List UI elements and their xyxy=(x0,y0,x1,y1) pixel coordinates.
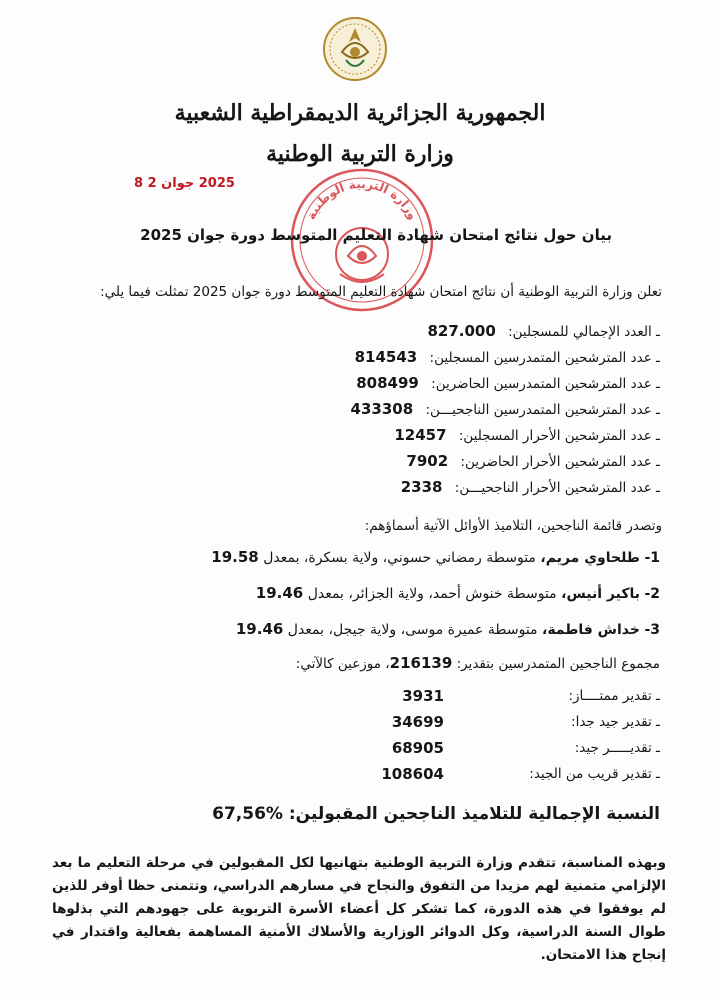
laureate-rank: 1- xyxy=(644,550,660,566)
laureate-row xyxy=(256,584,660,602)
stat-label: ـ عدد المترشحين المتمدرسين الناجحيـــن: xyxy=(425,402,660,418)
laureate-details: متوسطة عميرة موسى، ولاية جيجل، بمعدل xyxy=(287,622,538,638)
pass-rate xyxy=(212,804,660,824)
intro-paragraph: تعلن وزارة التربية الوطنية أن نتائج امتحان شهادة التعليم المتوسط دورة جوان 2025 تمثلت فيما يلي: xyxy=(100,284,662,300)
stat-row xyxy=(394,426,660,444)
stat-label: ـ عدد المترشحين الأحرار الناجحيـــن: xyxy=(454,480,660,496)
laureate-name: باكير أنيس، xyxy=(561,586,640,602)
stat-row xyxy=(356,374,660,392)
grade-value: 108604 xyxy=(381,765,444,783)
stat-value: 827.000 xyxy=(427,322,496,340)
summary-prefix: مجموع الناجحين المتمدرسين بتقدير: xyxy=(456,656,660,672)
stat-label: ـ عدد المترشحين المتمدرسين المسجلين: xyxy=(429,350,660,366)
summary-total: 216139 xyxy=(389,654,453,672)
laureate-average: 19.46 xyxy=(235,620,284,638)
summary-line xyxy=(296,654,660,672)
ministry-title: وزارة التربية الوطنية xyxy=(266,141,454,167)
stat-row xyxy=(406,452,660,470)
document-date: 2025 جوان 2 8 xyxy=(134,176,235,191)
grade-value: 34699 xyxy=(391,713,444,731)
stamp-text: وزارة التربية الوطنية xyxy=(303,176,421,222)
laureate-row xyxy=(211,548,660,566)
grade-value: 68905 xyxy=(391,739,444,757)
stat-label: ـ عدد المترشحين الأحرار الحاضرين: xyxy=(460,454,660,470)
state-emblem-icon xyxy=(322,14,388,86)
stat-label: ـ عدد المترشحين الأحرار المسجلين: xyxy=(458,428,660,444)
grade-label: ـ تقدير ممتــــاز: xyxy=(568,688,660,704)
pass-rate-value: %67,56 xyxy=(212,804,283,824)
laureate-details: متوسطة رمضاني حسوني، ولاية بسكرة، بمعدل xyxy=(263,550,536,566)
laureate-rank: 3- xyxy=(644,622,660,638)
stat-label: ـ عدد المترشحين المتمدرسين الحاضرين: xyxy=(431,376,660,392)
grade-label: ـ تقدير قريب من الجيد: xyxy=(529,766,660,782)
laureate-details: متوسطة خنوش أحمد، ولاية الجزائر، بمعدل xyxy=(307,586,557,602)
closing-paragraph: وبهذه المناسبة، تتقدم وزارة التربية الوطنية بتهانيها لكل المقبولين في مرحلة التعليم ما بعد الإلزامي متمنية لهم مزيدا من التفوق والنجاح في مسارهم الدراسي، وتتمنى حظا أوفر للذين لم يوفقوا في هذه الدورة، كما تشكر كل أعضاء الأسرة التربوية على جهودهم التي بذلوها طوال السنة الدراسية، وكل الدوائر الوزارية والأسلاك الأمنية المساهمة بفعالية واقتدار في إنجاح هذا الامتحان. xyxy=(52,855,666,963)
grade-label: ـ تقدير جيد جدا: xyxy=(571,714,660,730)
laureates-intro: وتصدر قائمة الناجحين، التلاميذ الأوائل الآتية أسماؤهم: xyxy=(364,518,662,534)
stat-row xyxy=(351,400,660,418)
statement-title: بيان حول نتائج امتحان شهادة التعليم المتوسط دورة جوان 2025 xyxy=(140,226,612,244)
stat-value: 433308 xyxy=(350,400,414,418)
grade-row xyxy=(330,688,660,712)
laureate-name: خداش فاطمة، xyxy=(542,622,640,638)
stat-row xyxy=(401,478,660,496)
laureate-row xyxy=(236,620,660,638)
stat-label: ـ العدد الإجمالي للمسجلين: xyxy=(508,324,660,340)
summary-suffix: ، موزعين كالآتي: xyxy=(295,656,390,672)
grade-row xyxy=(330,740,660,764)
laureate-rank: 2- xyxy=(644,586,660,602)
stat-row xyxy=(427,322,660,340)
grade-row xyxy=(330,714,660,738)
laureate-name: طلحاوي مريم، xyxy=(540,550,640,566)
republic-title: الجمهورية الجزائرية الديمقراطية الشعبية xyxy=(174,100,546,126)
laureate-average: 19.46 xyxy=(255,584,304,602)
laureate-average: 19.58 xyxy=(211,548,259,566)
stat-value: 814543 xyxy=(354,348,418,366)
stat-value: 2338 xyxy=(400,478,443,496)
grade-row xyxy=(330,766,660,790)
grade-label: ـ تقديـــــر جيد: xyxy=(574,740,660,756)
stat-value: 12457 xyxy=(394,426,447,444)
grade-value: 3931 xyxy=(402,687,444,705)
stat-row xyxy=(355,348,660,366)
stat-value: 7902 xyxy=(406,452,449,470)
stat-value: 808499 xyxy=(356,374,419,392)
pass-rate-label: النسبة الإجمالية للتلاميذ الناجحين المقبولين: xyxy=(288,804,660,824)
